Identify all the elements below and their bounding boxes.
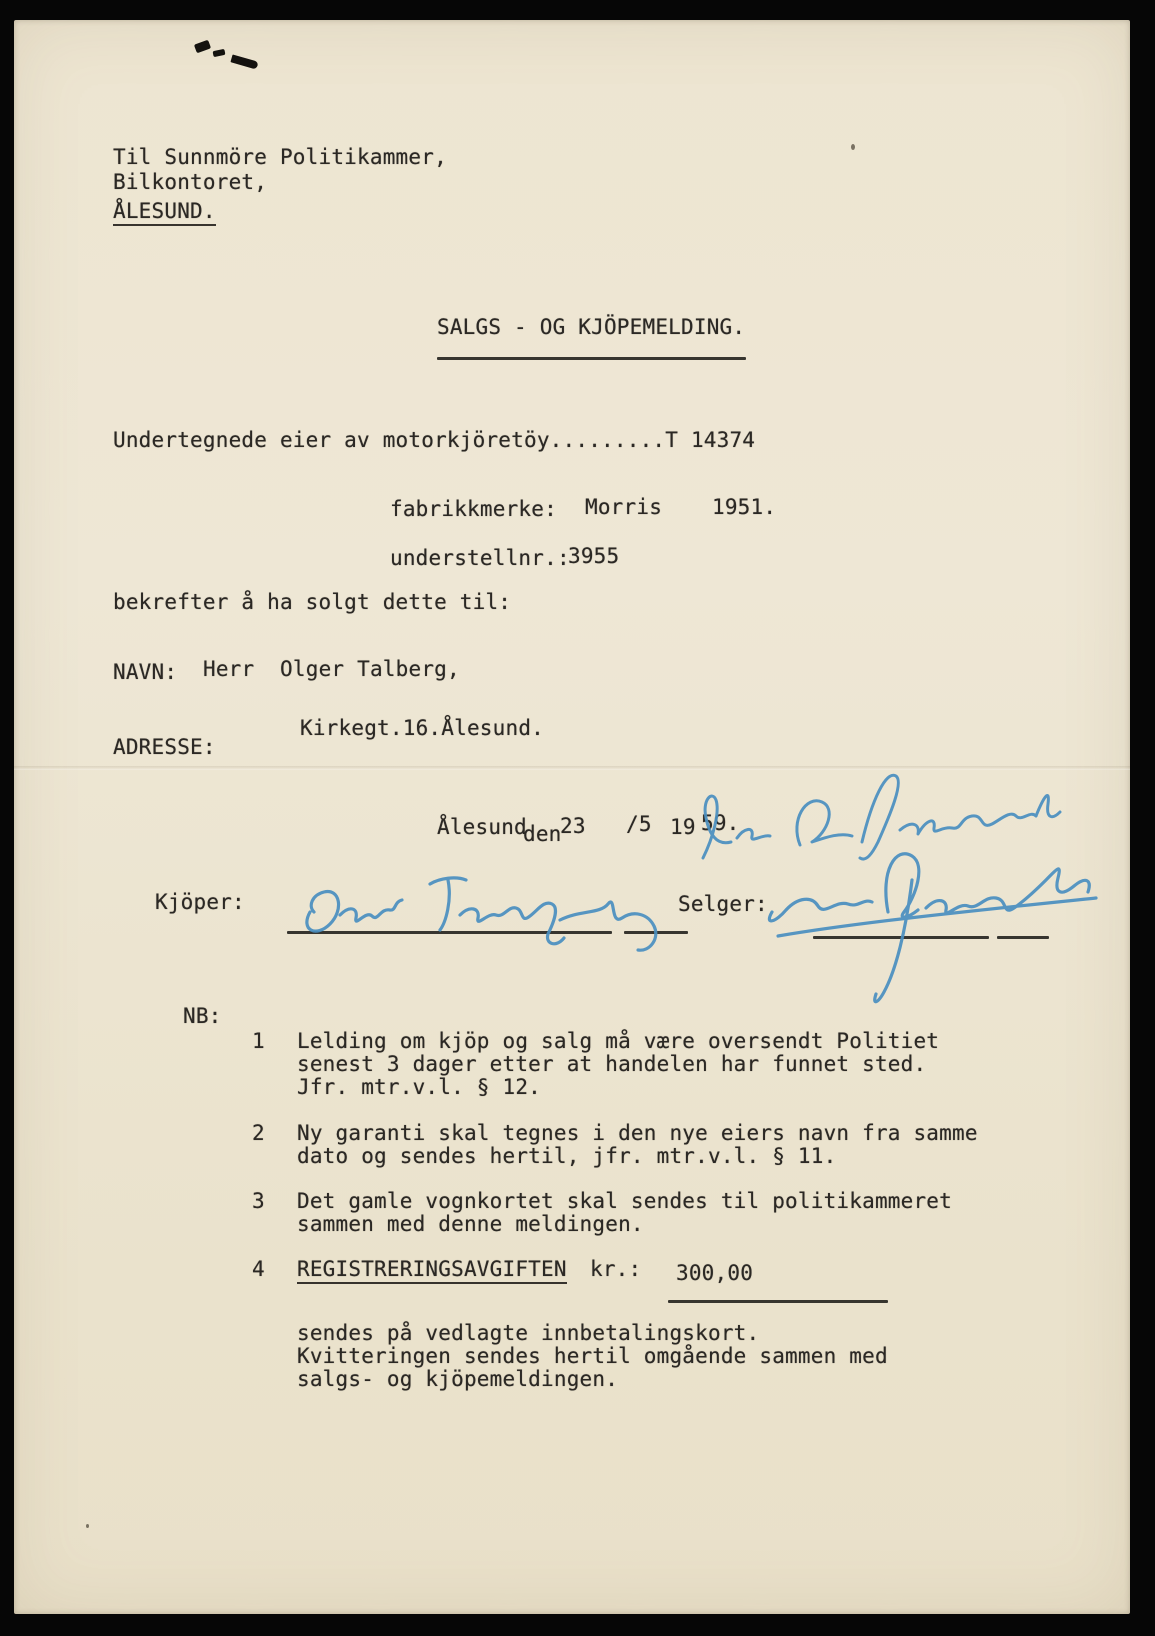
- footer-line-2: Kvitteringen sendes hertil omgående sammen med: [297, 1344, 888, 1368]
- seller-signature-line: [813, 936, 989, 939]
- ink-smudge-2: [213, 49, 226, 57]
- dateline-year: 19: [670, 815, 696, 839]
- address-value: Kirkegt.16.Ålesund.: [300, 716, 545, 740]
- paper-speck-1: [851, 144, 855, 150]
- name-label: NAVN:: [113, 660, 178, 684]
- chassis-value: 3955: [568, 544, 620, 568]
- dateline-month: /5: [626, 812, 652, 836]
- fee-amount: 300,00: [676, 1261, 754, 1285]
- make-value: Morris: [585, 495, 663, 519]
- recipient-city: ÅLESUND.: [113, 199, 216, 226]
- make-label: fabrikkmerke:: [390, 497, 557, 521]
- fold-crease: [14, 766, 1130, 770]
- ink-smudge-1: [194, 40, 211, 54]
- buyer-signature-line-short: [624, 931, 688, 934]
- proxy-signature-note: [703, 775, 1060, 859]
- footer-line-3: salgs- og kjöpemeldingen.: [297, 1367, 619, 1391]
- address-label: ADRESSE:: [113, 735, 216, 759]
- nb-item-1-number: 1: [252, 1029, 265, 1053]
- nb-item-3-line-2: sammen med denne meldingen.: [297, 1212, 644, 1236]
- fee-underline: [668, 1300, 888, 1303]
- dateline-day: 23: [560, 814, 586, 838]
- buyer-label: Kjöper:: [155, 890, 245, 914]
- nb-item-1-line-1: Lelding om kjöp og salg må være oversendt Politiet: [297, 1029, 940, 1053]
- nb-item-1-line-2: senest 3 dager etter at handelen har funnet sted.: [297, 1052, 927, 1076]
- chassis-label: understellnr.:: [390, 546, 570, 570]
- nb-item-3-line-1: Det gamle vognkortet skal sendes til politikammeret: [297, 1189, 952, 1213]
- registration-fee-title-text: REGISTRERINGSAVGIFTEN: [297, 1257, 567, 1284]
- dateline-den: den: [523, 822, 562, 846]
- owner-line: Undertegnede eier av motorkjöretöy.........T 14374: [113, 428, 756, 452]
- title-underline: [437, 357, 746, 360]
- nb-item-2-line-2: dato og sendes hertil, jfr. mtr.v.l. § 11.: [297, 1144, 837, 1168]
- paper-speck-2: [86, 1524, 89, 1528]
- seller-signature: [769, 854, 1096, 1002]
- document-title: SALGS - OG KJÖPEMELDING.: [437, 315, 746, 339]
- document-page: [14, 20, 1130, 1614]
- dateline-place: Ålesund: [437, 815, 527, 839]
- dateline-year2: 59.: [701, 811, 740, 835]
- nb-label: NB:: [183, 1004, 222, 1028]
- nb-item-2-number: 2: [252, 1121, 265, 1145]
- nb-item-3-number: 3: [252, 1189, 265, 1213]
- recipient-line-3: [113, 199, 216, 223]
- recipient-line-2: Bilkontoret,: [113, 170, 268, 194]
- name-value: Herr Olger Talberg,: [203, 657, 460, 681]
- buyer-signature-line: [287, 931, 612, 934]
- seller-label: Selger:: [678, 892, 768, 916]
- page-content: [14, 20, 1130, 1614]
- nb-item-1-line-3: Jfr. mtr.v.l. § 12.: [297, 1075, 542, 1099]
- buyer-signature: [307, 878, 656, 950]
- footer-line-1: sendes på vedlagte innbetalingskort.: [297, 1321, 760, 1345]
- ink-smudge-3: [230, 54, 258, 69]
- kr-label: kr.:: [590, 1257, 642, 1281]
- registration-fee-title: [297, 1257, 567, 1281]
- seller-signature-line-short: [997, 936, 1049, 939]
- model-year: 1951.: [712, 495, 777, 519]
- recipient-line-1: Til Sunnmöre Politikammer,: [113, 145, 447, 169]
- nb-item-4-number: 4: [252, 1257, 265, 1281]
- nb-item-2-line-1: Ny garanti skal tegnes i den nye eiers navn fra samme: [297, 1121, 978, 1145]
- sold-to-line: bekrefter å ha solgt dette til:: [113, 590, 512, 614]
